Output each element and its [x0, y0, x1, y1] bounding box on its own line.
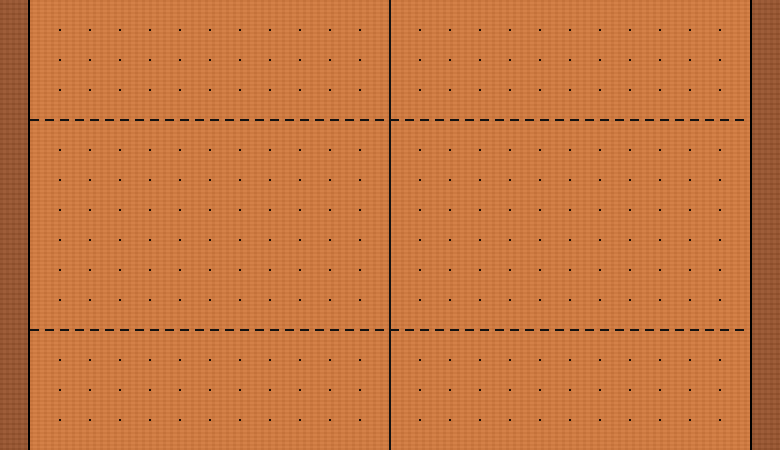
- grid-dot: [479, 89, 481, 91]
- grid-dot: [689, 179, 691, 181]
- grid-dot: [359, 389, 361, 391]
- grid-dot: [329, 209, 331, 211]
- grid-dot: [419, 419, 421, 421]
- grid-dot: [239, 149, 241, 151]
- grid-dot: [599, 299, 601, 301]
- grid-dot: [689, 269, 691, 271]
- grid-dot: [509, 389, 511, 391]
- grid-dot: [59, 299, 61, 301]
- grid-dot: [179, 299, 181, 301]
- grid-dot: [629, 179, 631, 181]
- grid-dot: [509, 299, 511, 301]
- grid-dot: [569, 359, 571, 361]
- grid-dot: [329, 59, 331, 61]
- grid-dot: [239, 209, 241, 211]
- grid-dot: [149, 29, 151, 31]
- grid-dot: [359, 179, 361, 181]
- grid-dot: [629, 89, 631, 91]
- grid-dot: [719, 149, 721, 151]
- grid-dot: [269, 239, 271, 241]
- grid-dot: [119, 149, 121, 151]
- grid-dot: [539, 419, 541, 421]
- grid-dot: [719, 29, 721, 31]
- grid-dot: [239, 59, 241, 61]
- grid-dot: [509, 89, 511, 91]
- grid-dot: [299, 179, 301, 181]
- grid-dot: [119, 209, 121, 211]
- grid-dot: [149, 239, 151, 241]
- grid-dot: [269, 29, 271, 31]
- grid-dot: [539, 209, 541, 211]
- grid-dot: [239, 389, 241, 391]
- grid-dot: [359, 419, 361, 421]
- grid-dot: [539, 89, 541, 91]
- grid-dot: [119, 389, 121, 391]
- grid-dot: [59, 149, 61, 151]
- grid-dot: [89, 59, 91, 61]
- grid-dot: [299, 209, 301, 211]
- grid-dot: [149, 149, 151, 151]
- grid-dot: [599, 419, 601, 421]
- grid-dot: [89, 389, 91, 391]
- grid-dot: [659, 269, 661, 271]
- grid-dot: [89, 89, 91, 91]
- grid-dot: [539, 239, 541, 241]
- grid-dot: [419, 59, 421, 61]
- grid-dot: [89, 29, 91, 31]
- grid-dot: [689, 389, 691, 391]
- grid-dot: [59, 179, 61, 181]
- grid-dot: [59, 89, 61, 91]
- grid-dot: [509, 419, 511, 421]
- grid-dot: [359, 29, 361, 31]
- grid-dot: [629, 29, 631, 31]
- grid-dot: [179, 269, 181, 271]
- grid-dot: [479, 149, 481, 151]
- grid-dot: [209, 59, 211, 61]
- grid-dot: [149, 269, 151, 271]
- grid-dot: [629, 299, 631, 301]
- grid-dot: [119, 299, 121, 301]
- grid-dot: [149, 389, 151, 391]
- grid-dot: [689, 149, 691, 151]
- grid-dot: [239, 239, 241, 241]
- grid-dot: [479, 419, 481, 421]
- grid-dot: [329, 89, 331, 91]
- grid-dot: [719, 89, 721, 91]
- grid-dot: [539, 29, 541, 31]
- grid-dot: [689, 419, 691, 421]
- grid-dot: [239, 29, 241, 31]
- grid-dot: [239, 359, 241, 361]
- grid-dot: [599, 89, 601, 91]
- grid-dot: [149, 209, 151, 211]
- grid-dot: [719, 239, 721, 241]
- grid-dot: [689, 89, 691, 91]
- grid-dot: [359, 299, 361, 301]
- grid-dot: [449, 269, 451, 271]
- grid-dot: [359, 149, 361, 151]
- grid-dot: [149, 419, 151, 421]
- grid-dot: [479, 299, 481, 301]
- grid-dot: [479, 239, 481, 241]
- grid-dot: [689, 299, 691, 301]
- grid-dot: [539, 269, 541, 271]
- grid-dot: [719, 179, 721, 181]
- grid-dot: [449, 29, 451, 31]
- grid-dot: [509, 359, 511, 361]
- grid-dot: [419, 179, 421, 181]
- grid-dot: [359, 359, 361, 361]
- grid-dot: [299, 359, 301, 361]
- grid-dot: [449, 209, 451, 211]
- grid-dot: [329, 419, 331, 421]
- grid-dot: [569, 419, 571, 421]
- grid-dot: [449, 59, 451, 61]
- grid-dot: [419, 269, 421, 271]
- grid-dot: [569, 209, 571, 211]
- grid-dot: [209, 239, 211, 241]
- grid-dot: [269, 419, 271, 421]
- grid-dot: [419, 239, 421, 241]
- grid-dot: [449, 299, 451, 301]
- grid-dot: [329, 389, 331, 391]
- grid-dot: [89, 299, 91, 301]
- grid-dot: [479, 29, 481, 31]
- grid-dot: [599, 149, 601, 151]
- grid-dot: [719, 419, 721, 421]
- grid-dot: [149, 59, 151, 61]
- grid-dot: [569, 269, 571, 271]
- grid-dot: [299, 419, 301, 421]
- grid-dot: [449, 359, 451, 361]
- grid-dot: [299, 389, 301, 391]
- grid-dot: [269, 149, 271, 151]
- grid-dot: [689, 239, 691, 241]
- grid-dot: [479, 359, 481, 361]
- grid-dot: [629, 239, 631, 241]
- grid-dot: [179, 239, 181, 241]
- grid-dot: [329, 29, 331, 31]
- grid-dot: [689, 59, 691, 61]
- grid-dot: [119, 89, 121, 91]
- grid-dot: [569, 389, 571, 391]
- grid-dot: [269, 59, 271, 61]
- grid-dot: [509, 239, 511, 241]
- grid-dot: [239, 269, 241, 271]
- grid-dot: [89, 149, 91, 151]
- grid-dot: [719, 209, 721, 211]
- grid-dot: [119, 419, 121, 421]
- grid-dot: [539, 299, 541, 301]
- grid-dot: [599, 59, 601, 61]
- grid-dot: [599, 179, 601, 181]
- grid-dot: [209, 179, 211, 181]
- right-gutter: [750, 0, 780, 450]
- grid-dot: [359, 239, 361, 241]
- grid-dot: [209, 389, 211, 391]
- grid-dot: [269, 179, 271, 181]
- grid-dot: [479, 269, 481, 271]
- grid-dot: [629, 269, 631, 271]
- grid-dot: [719, 359, 721, 361]
- grid-dot: [269, 89, 271, 91]
- grid-dot: [479, 59, 481, 61]
- grid-dot: [209, 269, 211, 271]
- grid-dot: [209, 29, 211, 31]
- grid-dot: [209, 419, 211, 421]
- grid-dot: [659, 179, 661, 181]
- grid-dot: [179, 29, 181, 31]
- grid-dot: [719, 389, 721, 391]
- grid-dot: [539, 59, 541, 61]
- grid-dot: [119, 29, 121, 31]
- grid-dot: [359, 89, 361, 91]
- grid-dot: [269, 359, 271, 361]
- grid-dot: [659, 209, 661, 211]
- grid-dot: [269, 209, 271, 211]
- grid-dot: [449, 389, 451, 391]
- grid-dot: [449, 89, 451, 91]
- grid-dot: [269, 389, 271, 391]
- grid-dot: [329, 179, 331, 181]
- grid-dot: [599, 29, 601, 31]
- grid-dot: [89, 239, 91, 241]
- grid-dot: [449, 179, 451, 181]
- grid-dot: [179, 149, 181, 151]
- grid-dot: [59, 59, 61, 61]
- grid-dot: [719, 269, 721, 271]
- grid-dot: [659, 359, 661, 361]
- grid-dot: [509, 269, 511, 271]
- grid-dot: [329, 149, 331, 151]
- grid-dot: [479, 389, 481, 391]
- grid-dot: [299, 239, 301, 241]
- grid-dot: [479, 209, 481, 211]
- grid-dot: [719, 59, 721, 61]
- grid-dot: [89, 359, 91, 361]
- grid-dot: [599, 269, 601, 271]
- grid-dot: [659, 299, 661, 301]
- grid-dot: [539, 149, 541, 151]
- grid-dot: [659, 239, 661, 241]
- grid-dot: [269, 269, 271, 271]
- grid-dot: [629, 419, 631, 421]
- grid-dot: [89, 269, 91, 271]
- grid-dot: [629, 149, 631, 151]
- grid-dot: [539, 359, 541, 361]
- grid-dot: [119, 239, 121, 241]
- grid-dot: [209, 209, 211, 211]
- grid-dot: [419, 359, 421, 361]
- grid-dot: [569, 239, 571, 241]
- grid-dot: [149, 359, 151, 361]
- grid-dot: [509, 29, 511, 31]
- grid-dot: [509, 209, 511, 211]
- grid-dot: [209, 89, 211, 91]
- grid-dot: [509, 59, 511, 61]
- grid-dot: [419, 299, 421, 301]
- grid-dot: [569, 29, 571, 31]
- grid-dot: [299, 299, 301, 301]
- grid-dot: [419, 29, 421, 31]
- grid-dot: [59, 239, 61, 241]
- grid-dot: [179, 179, 181, 181]
- grid-dot: [89, 179, 91, 181]
- grid-dot: [419, 389, 421, 391]
- grid-dot: [59, 29, 61, 31]
- grid-dot: [59, 359, 61, 361]
- grid-dot: [179, 89, 181, 91]
- grid-dot: [119, 359, 121, 361]
- grid-dot: [239, 179, 241, 181]
- grid-dot: [629, 59, 631, 61]
- grid-dot: [149, 179, 151, 181]
- grid-dot: [59, 209, 61, 211]
- grid-dot: [449, 149, 451, 151]
- grid-dot: [149, 299, 151, 301]
- grid-dot: [569, 149, 571, 151]
- grid-dot: [119, 59, 121, 61]
- grid-dot: [299, 149, 301, 151]
- grid-dot: [209, 359, 211, 361]
- grid-dot: [299, 269, 301, 271]
- grid-dot: [509, 149, 511, 151]
- grid-dot: [449, 239, 451, 241]
- grid-dot: [659, 89, 661, 91]
- grid-dot: [629, 209, 631, 211]
- grid-dot: [59, 419, 61, 421]
- grid-dot: [599, 209, 601, 211]
- grid-dot: [629, 359, 631, 361]
- grid-dot: [179, 419, 181, 421]
- grid-dot: [689, 359, 691, 361]
- grid-dot: [149, 89, 151, 91]
- grid-dot: [599, 359, 601, 361]
- grid-dot: [659, 29, 661, 31]
- grid-dot: [179, 59, 181, 61]
- grid-dot: [239, 419, 241, 421]
- grid-dot: [179, 359, 181, 361]
- grid-dot: [599, 389, 601, 391]
- grid-dot: [299, 89, 301, 91]
- grid-dot: [569, 89, 571, 91]
- grid-dot: [299, 59, 301, 61]
- grid-dot: [179, 389, 181, 391]
- grid-dot: [329, 269, 331, 271]
- grid-dot: [359, 59, 361, 61]
- grid-dot: [119, 179, 121, 181]
- grid-dot: [629, 389, 631, 391]
- grid-dot: [569, 59, 571, 61]
- grid-dot: [719, 299, 721, 301]
- grid-dot: [419, 149, 421, 151]
- grid-dot: [239, 299, 241, 301]
- grid-dot: [89, 419, 91, 421]
- grid-dot: [59, 389, 61, 391]
- grid-dot: [209, 149, 211, 151]
- grid-dot: [179, 209, 181, 211]
- grid-dot: [479, 179, 481, 181]
- grid-dot: [359, 269, 361, 271]
- grid-dot: [119, 269, 121, 271]
- grid-dot: [269, 299, 271, 301]
- grid-dot: [299, 29, 301, 31]
- grid-dot: [659, 59, 661, 61]
- grid-dot: [449, 419, 451, 421]
- grid-dot: [329, 239, 331, 241]
- grid-dot: [419, 209, 421, 211]
- grid-dot: [329, 299, 331, 301]
- grid-dot: [659, 389, 661, 391]
- grid-dot: [239, 89, 241, 91]
- grid-dot: [599, 239, 601, 241]
- grid-dot: [659, 149, 661, 151]
- grid-dot: [329, 359, 331, 361]
- grid-dot: [59, 269, 61, 271]
- grid-dot: [209, 299, 211, 301]
- grid-dot: [539, 179, 541, 181]
- grid-dot: [689, 29, 691, 31]
- grid-dot: [539, 389, 541, 391]
- grid-dot: [659, 419, 661, 421]
- grid-dot: [419, 89, 421, 91]
- grid-dot: [689, 209, 691, 211]
- grid-dot: [569, 179, 571, 181]
- grid-dot: [89, 209, 91, 211]
- grid-dot: [359, 209, 361, 211]
- grid-dot: [509, 179, 511, 181]
- grid-dot: [569, 299, 571, 301]
